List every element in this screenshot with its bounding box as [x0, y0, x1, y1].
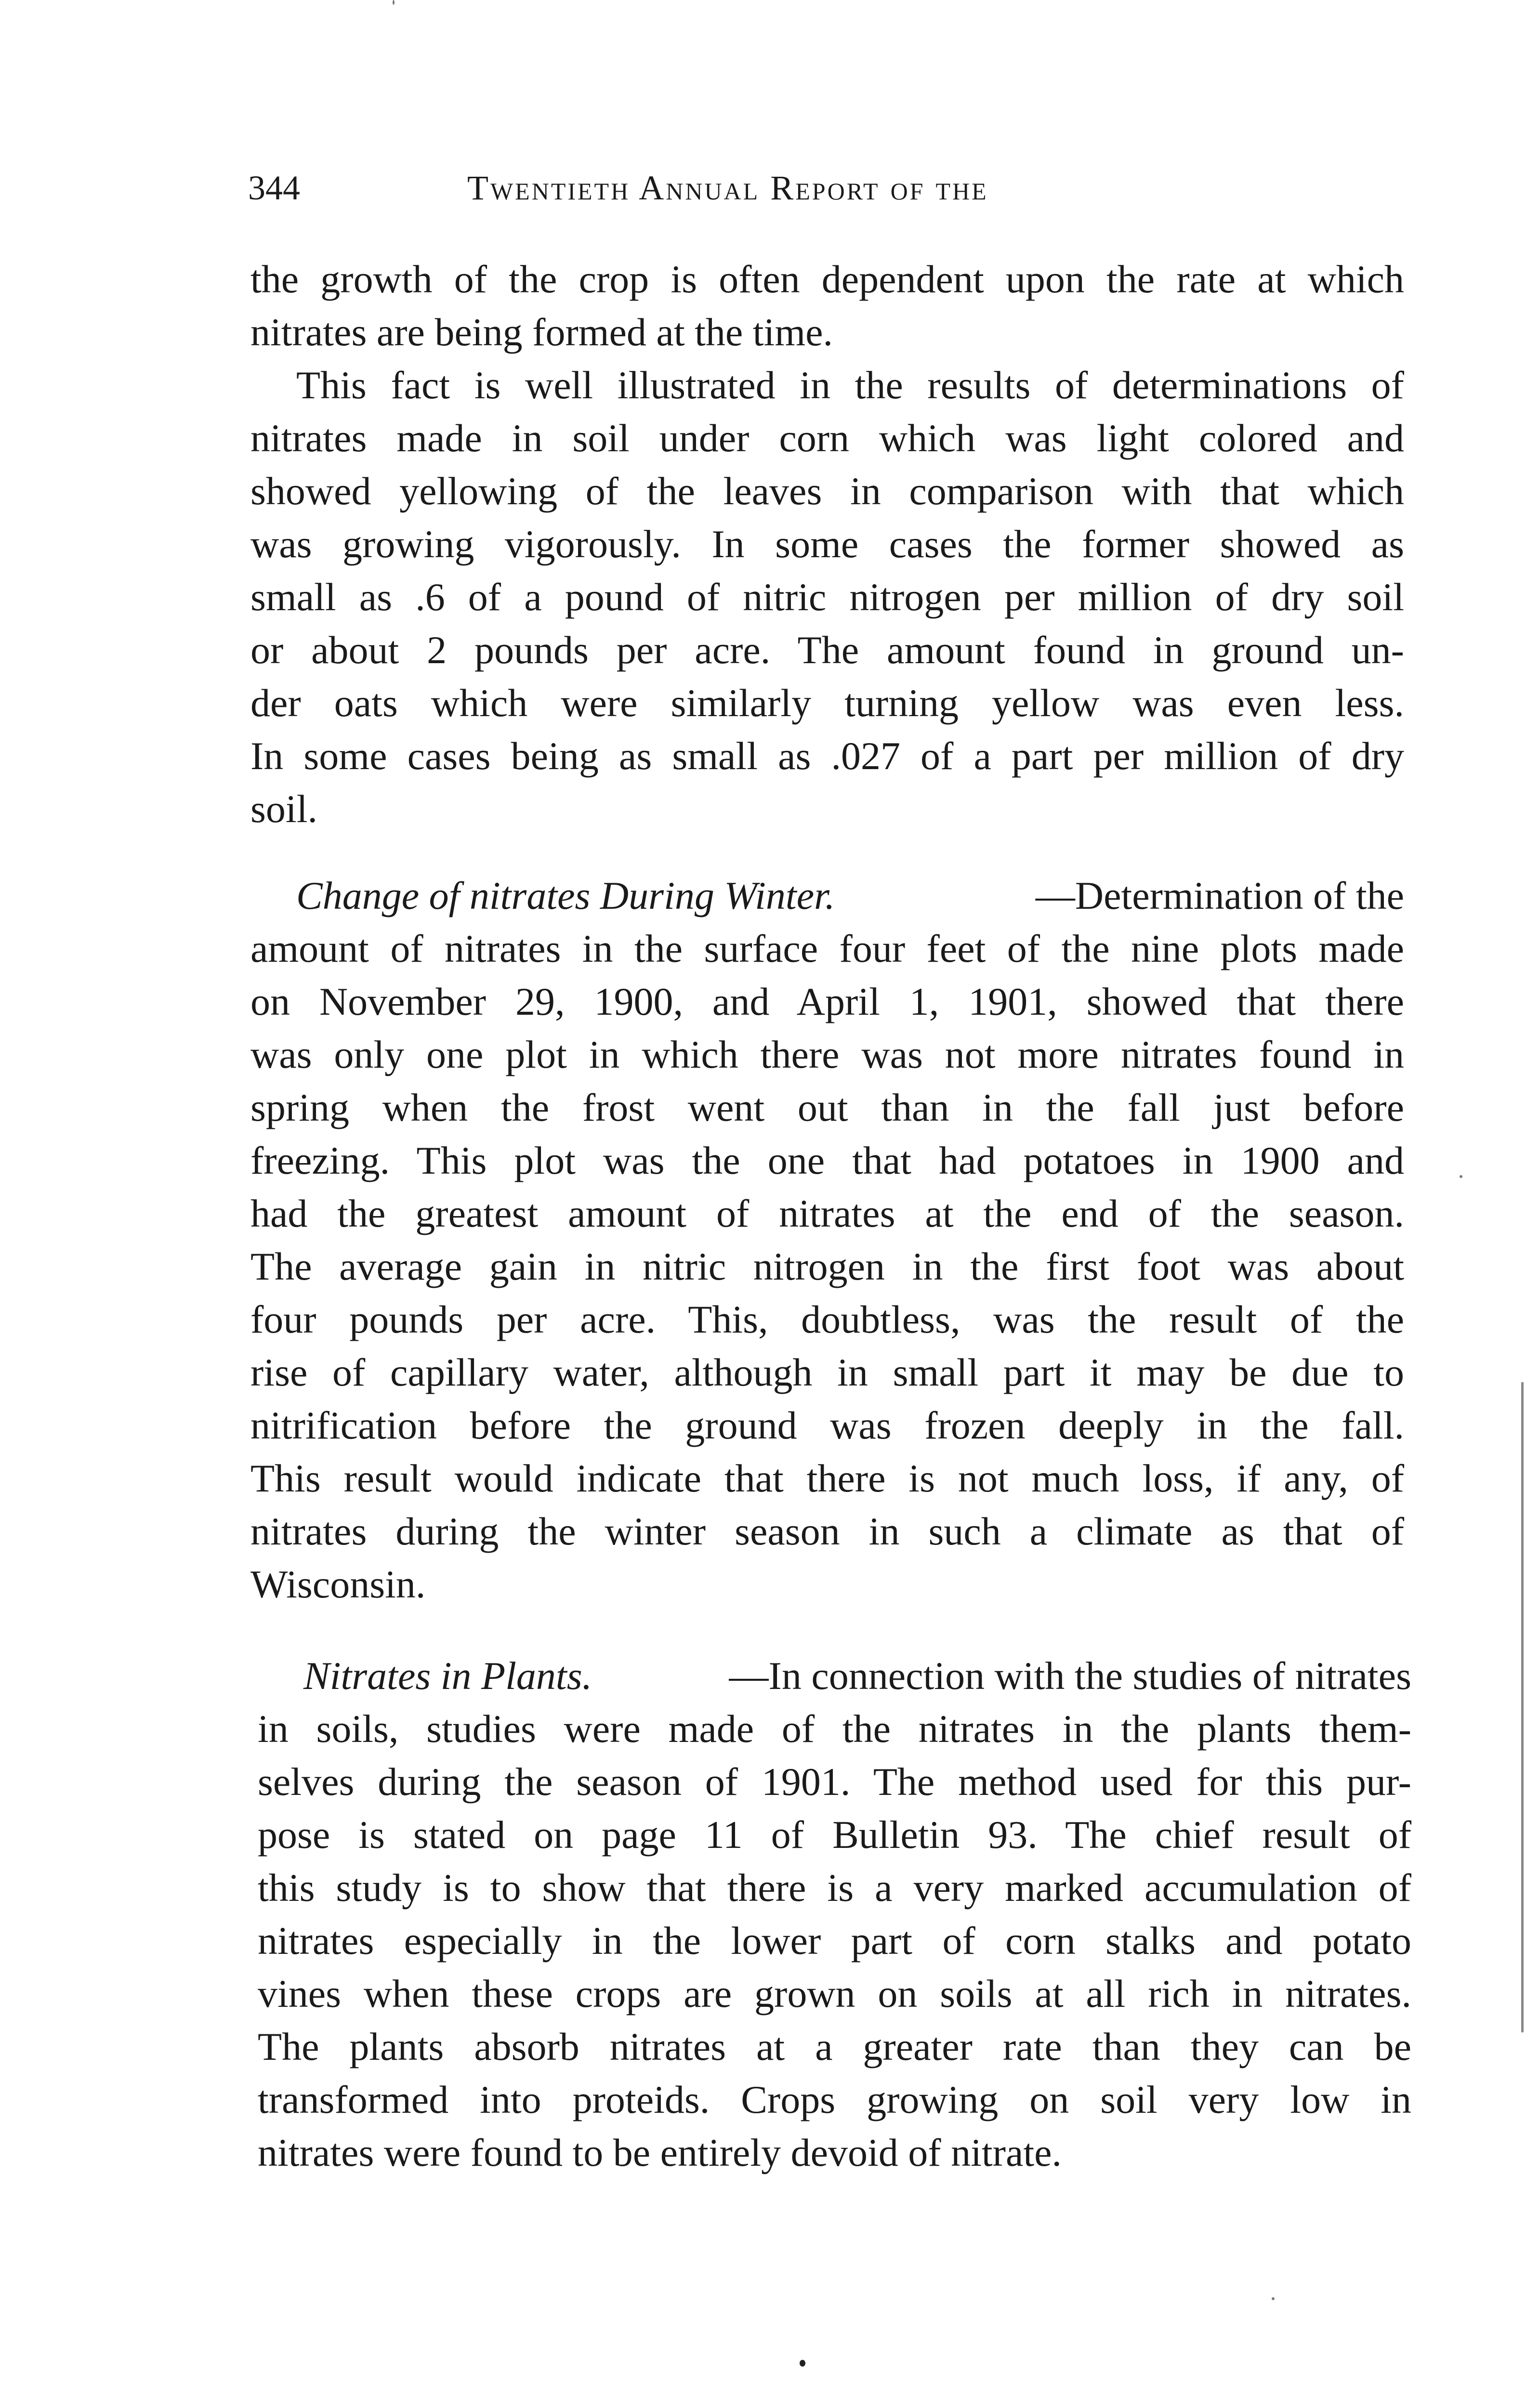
text-line: freezing. This plot was the one that had potatoes in 1900 and	[250, 1139, 1404, 1182]
section-heading: Nitrates in Plants.	[303, 1654, 592, 1698]
text-line: nitrates made in soil under corn which was light colored and	[250, 416, 1404, 460]
text-line: rise of capillary water, although in small part it may be due to	[250, 1350, 1404, 1394]
text-line: soil.	[250, 787, 317, 831]
scan-speck	[1460, 1175, 1462, 1178]
text-line: In some cases being as small as .027 of a part per million of dry	[250, 734, 1404, 778]
text-line: had the greatest amount of nitrates at the end of the season.	[250, 1191, 1404, 1235]
text-line: The average gain in nitric nitrogen in the first foot was about	[250, 1244, 1404, 1288]
section-heading: Change of nitrates During Winter.	[296, 874, 835, 917]
text-fragment: —Determination of the	[1035, 874, 1404, 917]
running-head: Twentieth Annual Report of the	[467, 169, 988, 207]
text-line: was growing vigorously. In some cases the former showed as	[250, 522, 1404, 566]
text-line: This result would indicate that there is not much loss, if any, of	[250, 1456, 1404, 1500]
scan-speck	[393, 0, 395, 5]
text-line: This fact is well illustrated in the results of determinations of	[296, 363, 1404, 407]
text-line	[303, 1652, 1411, 1700]
text-line: in soils, studies were made of the nitrates in the plants them-	[258, 1707, 1411, 1751]
scan-speck	[1272, 2297, 1275, 2300]
text-line: spring when the frost went out than in the fall just before	[250, 1086, 1404, 1129]
text-line: small as .6 of a pound of nitric nitrogen per million of dry soil	[250, 575, 1404, 619]
text-line: showed yellowing of the leaves in comparison with that which	[250, 469, 1404, 513]
text-line: the growth of the crop is often dependent upon the rate at which	[250, 257, 1404, 301]
scan-edge-line	[1521, 1382, 1524, 2032]
page-number: 344	[248, 169, 300, 207]
text-line: selves during the season of 1901. The method used for this pur-	[258, 1760, 1411, 1804]
text-line: on November 29, 1900, and April 1, 1901, showed that there	[250, 980, 1404, 1023]
text-line: nitrification before the ground was frozen deeply in the fall.	[250, 1403, 1404, 1447]
text-line: nitrates were found to be entirely devoid of nitrate.	[258, 2131, 1062, 2174]
page-header	[248, 166, 1428, 224]
scan-speck	[800, 2360, 805, 2367]
text-line	[296, 872, 1404, 920]
text-line: or about 2 pounds per acre. The amount found in ground un-	[250, 628, 1404, 672]
text-line: this study is to show that there is a very marked accumulation of	[258, 1866, 1411, 1910]
text-line: Wisconsin.	[250, 1562, 426, 1606]
text-line: The plants absorb nitrates at a greater rate than they can be	[258, 2025, 1411, 2068]
text-line: nitrates especially in the lower part of corn stalks and potato	[258, 1919, 1411, 1963]
text-line: pose is stated on page 11 of Bulletin 93. The chief result of	[258, 1813, 1411, 1857]
text-line: amount of nitrates in the surface four feet of the nine plots made	[250, 927, 1404, 970]
text-line: was only one plot in which there was not more nitrates found in	[250, 1033, 1404, 1076]
text-line: vines when these crops are grown on soils at all rich in nitrates.	[258, 1972, 1411, 2015]
text-fragment: —In connection with the studies of nitrates	[729, 1654, 1411, 1698]
text-line: der oats which were similarly turning yellow was even less.	[250, 681, 1404, 725]
text-line: nitrates are being formed at the time.	[250, 310, 833, 354]
text-line: four pounds per acre. This, doubtless, was the result of the	[250, 1297, 1404, 1341]
text-line: transformed into proteids. Crops growing on soil very low in	[258, 2078, 1411, 2121]
text-line: nitrates during the winter season in such a climate as that of	[250, 1509, 1404, 1553]
